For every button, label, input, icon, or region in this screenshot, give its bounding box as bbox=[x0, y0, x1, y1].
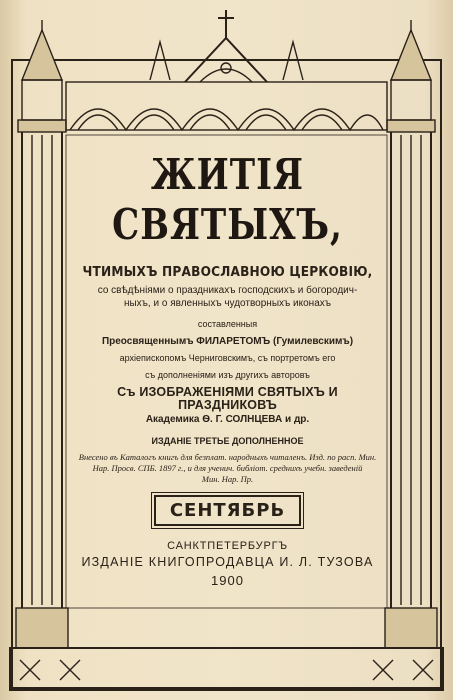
author-name: Преосвященнымъ ФИЛАРЕТОМЪ (Гумилевскимъ) bbox=[101, 336, 354, 347]
publication-city: САНКТПЕТЕРБУРГЪ bbox=[167, 540, 288, 552]
additions-note: съ дополненіями изъ другихъ авторовъ bbox=[145, 370, 310, 380]
info-line-2: ныхъ, и о явленныхъ чудотворныхъ иконахъ bbox=[123, 298, 332, 309]
compiled-by-label: составленныя bbox=[197, 319, 258, 329]
title-page-text bbox=[70, 150, 385, 588]
catalog-note-1: Внесено въ Каталогъ книгъ для безплат. народныхъ читаленъ. Изд. по расп. Мин. bbox=[78, 452, 377, 462]
info-line-1: со свѣдѣніями о праздникахъ господскихъ и богородич- bbox=[97, 285, 358, 296]
publication-year: 1900 bbox=[211, 573, 244, 588]
catalog-note-3: Мин. Нар. Пр. bbox=[201, 474, 254, 484]
illustrator-name: Академика Ѳ. Г. СОЛНЦЕВА и др. bbox=[145, 414, 310, 425]
publisher-name: ИЗДАНІЕ КНИГОПРОДАВЦА И. Л. ТУЗОВА bbox=[81, 555, 374, 569]
publication-info bbox=[70, 540, 385, 588]
catalog-note-2: Нар. Просв. СПБ. 1897 г., и для ученич. библіот. среднихъ учебн. заведеній bbox=[92, 463, 363, 473]
month-label: СЕНТЯБРЬ bbox=[154, 495, 301, 526]
author-title: архіепископомъ Черниговскимъ, съ портретомъ его bbox=[119, 353, 336, 363]
book-title: ЖИТІЯ СВЯТЫХЪ, bbox=[112, 150, 343, 250]
edition-label: ИЗДАНІЕ ТРЕТЬЕ ДОПОЛНЕННОЕ bbox=[151, 436, 304, 446]
book-subtitle: ЧТИМЫХЪ ПРАВОСЛАВНОЮ ЦЕРКОВІЮ, bbox=[82, 264, 373, 280]
illustrations-note: Съ ИЗОБРАЖЕНІЯМИ СВЯТЫХЪ И ПРАЗДНИКОВЪ bbox=[117, 385, 338, 412]
